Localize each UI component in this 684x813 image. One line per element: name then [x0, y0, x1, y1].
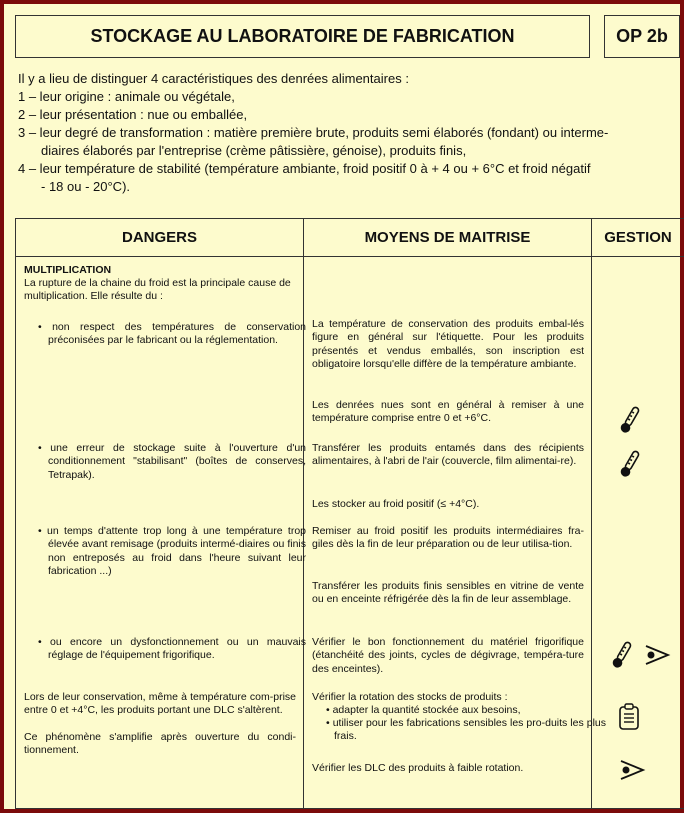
intro-item: diaires élaborés par l'entreprise (crème pâtissière, génoise), produits finis,: [41, 143, 467, 158]
eye-icon: [618, 758, 646, 782]
dangers-phenomene: Ce phénomène s'amplifie après ouverture du condi-tionnement.: [24, 731, 296, 757]
moyens-text: Les denrées nues sont en général à remiser à une température comprise entre 0 et +6°C.: [312, 399, 584, 425]
intro-item: 2 – leur présentation : nue ou emballée,: [18, 107, 248, 122]
document-code: OP 2b: [604, 15, 680, 58]
dangers-conservation: Lors de leur conservation, même à température com-prise entre 0 et +4°C, les produits portant une DLC s'altèrent.: [24, 691, 296, 717]
moyens-sub-bullet: • utiliser pour les fabrications sensibles les pro-duits les plus frais.: [326, 717, 606, 743]
page-title: STOCKAGE AU LABORATOIRE DE FABRICATION: [15, 15, 590, 58]
moyens-text: La température de conservation des produits embal-lés figure en général sur l'étiquette. Pour les produits présentés et vendus emballés, son inscription est obligatoire lorsqu'elle diffère de la température ambiante.: [312, 318, 584, 371]
header-dangers: DANGERS: [121, 229, 197, 246]
header-gestion: GESTION: [604, 229, 672, 246]
intro-section: [18, 70, 680, 196]
danger-bullet: • une erreur de stockage suite à l'ouverture d'un conditionnement "stabilisant" (boîtes de conserves, Tetrapak).: [38, 442, 306, 481]
moyens-text: Vérifier le bon fonctionnement du matériel frigorifique (étanchéité des joints, cycles de dégivrage, tempéra-ture des enceintes).: [312, 636, 584, 675]
eye-icon: [643, 643, 671, 667]
intro-item: - 18 ou - 20°C).: [41, 179, 131, 194]
thermometer-icon: [617, 405, 643, 435]
intro-item: 3 – leur degré de transformation : matière première brute, produits semi élaborés (fondant) ou interme-: [18, 125, 609, 140]
intro-item: 1 – leur origine : animale ou végétale,: [18, 89, 235, 104]
dangers-intro: La rupture de la chaine du froid est la principale cause de multiplication. Elle résulte du :: [24, 277, 291, 303]
moyens-text: Vérifier la rotation des stocks de produits :: [312, 691, 508, 703]
danger-bullet: • ou encore un dysfonctionnement ou un mauvais réglage de l'équipement frigorifique.: [38, 636, 306, 662]
moyens-text: Transférer les produits finis sensibles en vitrine de vente ou en enceinte réfrigérée dès la fin de leur assemblage.: [312, 580, 584, 606]
intro-lead: Il y a lieu de distinguer 4 caractéristiques des denrées alimentaires :: [18, 71, 409, 86]
header-moyens: MOYENS DE MAITRISE: [364, 229, 531, 246]
header-divider: [16, 256, 684, 257]
column-divider: [303, 219, 304, 808]
moyens-sub-bullet: • adapter la quantité stockée aux besoins,: [326, 704, 521, 716]
danger-bullet: • non respect des températures de conservation préconisées par le fabricant ou la réglementation.: [38, 321, 306, 347]
moyens-text: Les stocker au froid positif (≤ +4°C).: [312, 498, 480, 510]
thermometer-icon: [609, 640, 635, 670]
checklist-icon: [617, 703, 641, 731]
danger-bullet: • un temps d'attente trop long à une température trop élevée avant remisage (produits intermé-diaires ou finis non entreposés au froid dans l'heure suivant leur fabrication ...): [38, 525, 306, 578]
intro-item: 4 – leur température de stabilité (température ambiante, froid positif 0 à + 4 ou + 6°C et froid négatif: [18, 161, 591, 176]
dangers-heading: MULTIPLICATION: [24, 264, 112, 276]
moyens-text: Remiser au froid positif les produits intermédiaires fra-giles dès la fin de leur préparation ou de leur utilisa-tion.: [312, 525, 584, 551]
thermometer-icon: [617, 449, 643, 479]
moyens-text: Transférer les produits entamés dans des récipients alimentaires, à l'abri de l'air (couvercle, film alimentai-re).: [312, 442, 584, 468]
control-table: [15, 218, 684, 809]
moyens-text: Vérifier les DLC des produits à faible rotation.: [312, 762, 524, 774]
